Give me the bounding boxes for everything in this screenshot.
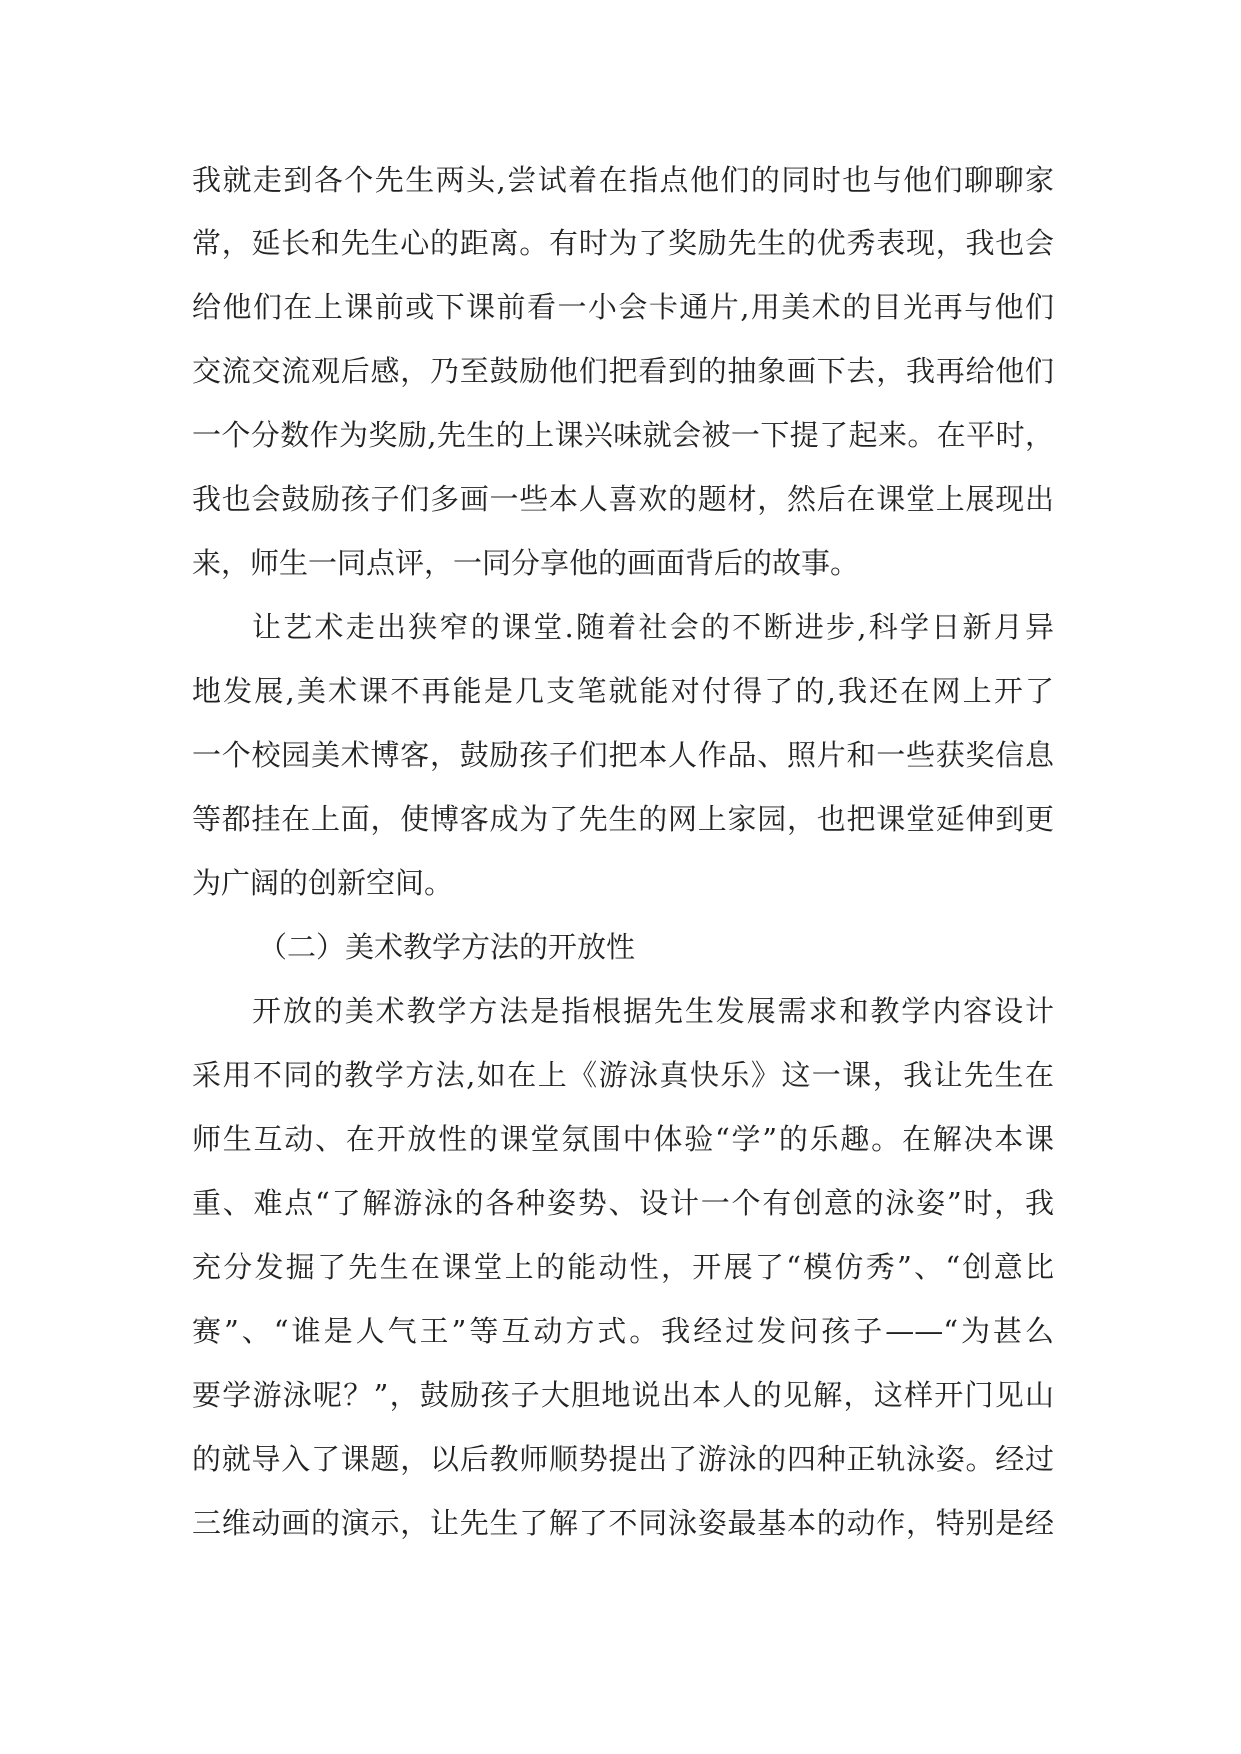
text-line: 交流交流观后感，乃至鼓励他们把看到的抽象画下去，我再给他们 [192,354,1054,388]
text-line: 地发展,美术课不再能是几支笔就能对付得了的,我还在网上开了 [192,674,1054,708]
text-line: 赛”、“谁是人气王”等互动方式。我经过发问孩子——“为甚么 [192,1314,1054,1348]
text-line: 我就走到各个先生两头,尝试着在指点他们的同时也与他们聊聊家 [192,163,1054,197]
text-line: 给他们在上课前或下课前看一小会卡通片,用美术的目光再与他们 [192,290,1054,324]
text-line: 三维动画的演示，让先生了解了不同泳姿最基本的动作，特别是经 [192,1506,1054,1540]
text-line: 等都挂在上面，使博客成为了先生的网上家园，也把课堂延伸到更 [192,802,1054,836]
text-line: 师生互动、在开放性的课堂氛围中体验“学”的乐趣。在解决本课 [192,1122,1054,1156]
text-line: 的就导入了课题，以后教师顺势提出了游泳的四种正轨泳姿。经过 [192,1442,1054,1476]
paragraph-first-line: 开放的美术教学方法是指根据先生发展需求和教学内容设计 [252,994,1054,1028]
text-line: 要学游泳呢？”，鼓励孩子大胆地说出本人的见解，这样开门见山 [192,1378,1054,1412]
text-line: 为广阔的创新空间。 [192,866,454,900]
text-line: 充分发掘了先生在课堂上的能动性，开展了“模仿秀”、“创意比 [192,1250,1054,1284]
text-line: 重、难点“了解游泳的各种姿势、设计一个有创意的泳姿”时，我 [192,1186,1054,1220]
text-line: 来，师生一同点评，一同分享他的画面背后的故事。 [192,546,860,580]
text-line: 一个分数作为奖励,先生的上课兴味就会被一下提了起来。在平时， [192,418,1054,452]
section-heading: （二）美术教学方法的开放性 [258,930,636,964]
text-line: 我也会鼓励孩子们多画一些本人喜欢的题材，然后在课堂上展现出 [192,482,1054,516]
text-line: 采用不同的教学方法,如在上《游泳真快乐》这一课，我让先生在 [192,1058,1054,1092]
paragraph-first-line: 让艺术走出狭窄的课堂.随着社会的不断进步,科学日新月异 [252,610,1054,644]
text-line: 一个校园美术博客，鼓励孩子们把本人作品、照片和一些获奖信息 [192,738,1054,772]
text-line: 常，延长和先生心的距离。有时为了奖励先生的优秀表现，我也会 [192,226,1054,260]
